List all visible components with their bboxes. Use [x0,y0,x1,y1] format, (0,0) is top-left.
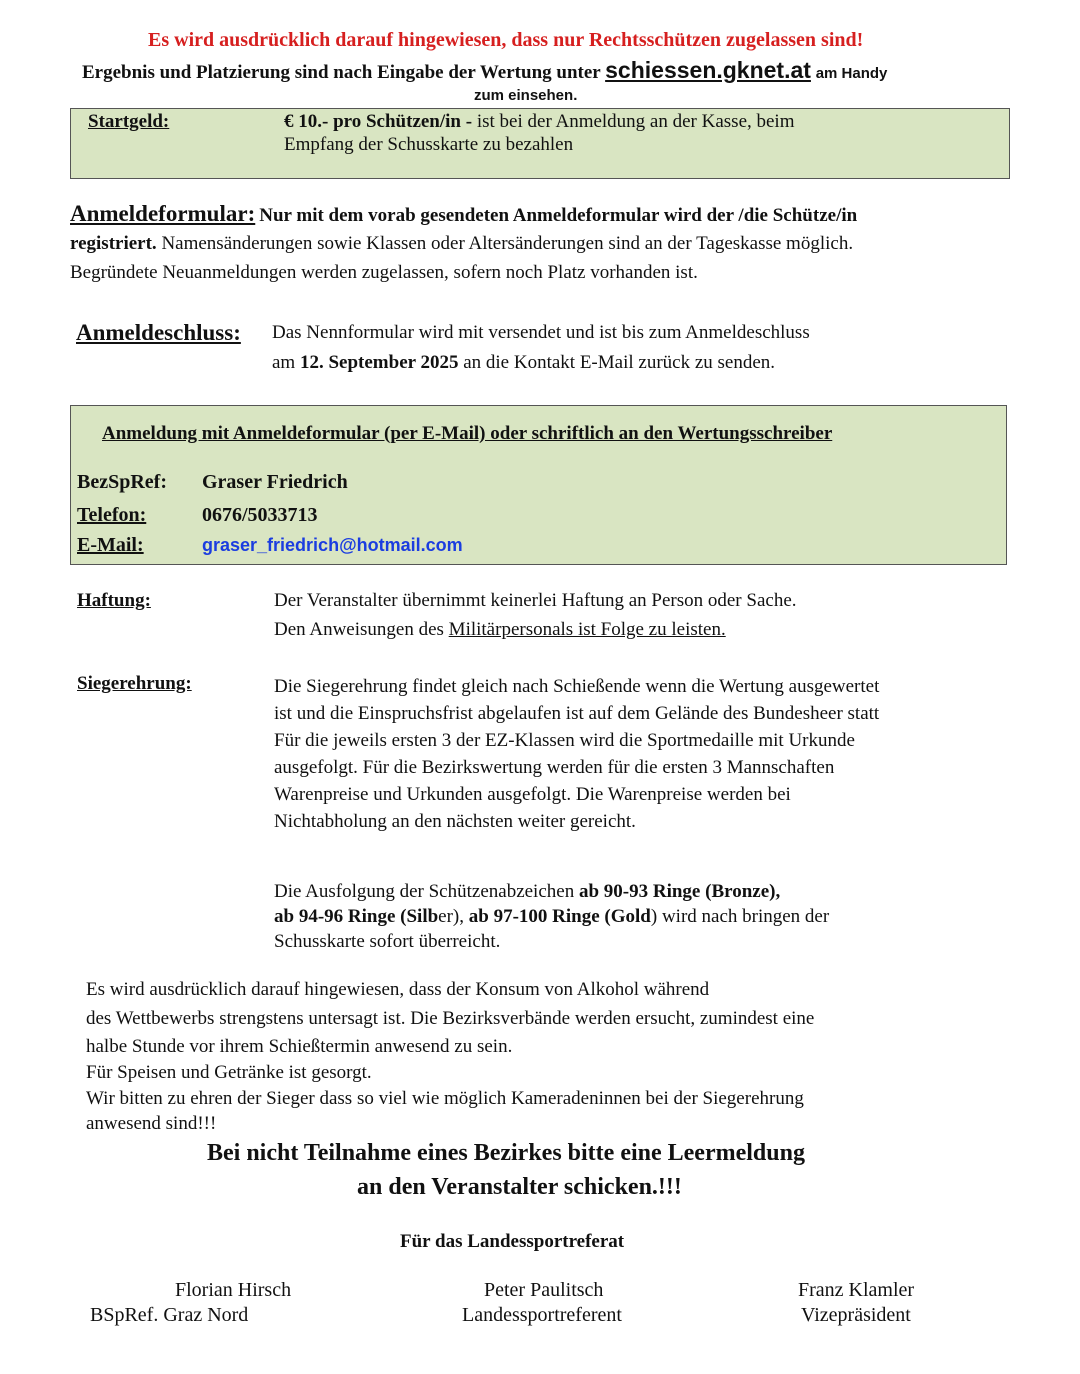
startgeld-text-2: Empfang der Schusskarte zu bezahlen [284,134,574,155]
anmeldeformular-line-1 [70,201,857,227]
siegerehrung-text [274,673,879,835]
results-info [82,57,887,84]
abzeichen-text-1: Die Ausfolgung der Schützenabzeichen [274,881,575,902]
anmeldeschluss-label: Anmeldeschluss: [76,320,241,345]
abzeichen-silber-end: er), [438,906,469,927]
note-line: Wir bitten zu ehren der Sieger dass so viel wie möglich Kameradeninnen bei der Siegerehrung [86,1088,804,1109]
anmeldeformular-registriert: registriert. [70,233,157,254]
abzeichen-line-2 [274,906,829,928]
anmeldeschluss-date: 12. September 2025 [299,352,459,373]
haftung-line-2-underlined: Militärpersonals ist Folge zu leisten. [448,619,726,640]
rechtsschuetzen-warning: Es wird ausdrücklich darauf hingewiesen, dass nur Rechtsschützen zugelassen sind! [148,29,864,51]
contact-heading: Anmeldung mit Anmeldeformular (per E-Mail) oder schriftlich an den Wertungsschreiber [102,423,833,444]
abzeichen-gold: ab 97-100 Ringe (Gold [468,906,651,927]
email-label: E-Mail: [77,534,144,556]
results-info-suffix: am Handy [815,65,888,82]
signer-name: Franz Klamler [798,1279,915,1301]
siegerehrung-line: Nichtabholung an den nächsten weiter gereicht. [274,811,636,832]
note-line: des Wettbewerbs strengstens untersagt ist. Die Bezirksverbände werden ersucht, zumindest eine [86,1008,815,1029]
results-info-line2: zum einsehen. [474,87,578,104]
note-line: halbe Stunde vor ihrem Schießtermin anwesend zu sein. [86,1036,513,1057]
haftung-label: Haftung: [77,590,151,611]
footer-for-label: Für das Landessportreferat [400,1231,625,1252]
startgeld-label: Startgeld: [88,111,170,132]
phone-value: 0676/5033713 [202,504,318,526]
startgeld-amount: € 10.- pro Schützen/in - [284,111,473,132]
note-line: Es wird ausdrücklich darauf hingewiesen, dass der Konsum von Alkohol während [86,979,710,1000]
anmeldeschluss-text-1: Das Nennformular wird mit versendet und ist bis zum Anmeldeschluss [272,322,810,343]
haftung-line-2 [274,619,726,641]
siegerehrung-label: Siegerehrung: [77,673,192,694]
siegerehrung-line: ausgefolgt. Für die Bezirkswertung werden für die ersten 3 Mannschaften [274,757,835,778]
startgeld-text-1: ist bei der Anmeldung an der Kasse, beim [476,111,795,132]
signer-role: Vizepräsident [801,1304,911,1326]
note-line: Für Speisen und Getränke ist gesorgt. [86,1062,372,1083]
anmeldeschluss-line-2 [272,352,775,374]
abzeichen-line-3: Schusskarte sofort überreicht. [274,931,501,952]
results-info-text: Ergebnis und Platzierung sind nach Eingabe der Wertung unter [82,62,601,83]
abzeichen-line-1 [274,881,780,903]
siegerehrung-line: Die Siegerehrung findet gleich nach Schießende wenn die Wertung ausgewertet [274,676,880,697]
siegerehrung-line: Warenpreise und Urkunden ausgefolgt. Die Warenpreise werden bei [274,784,791,805]
ref-label: BezSpRef: [77,471,167,493]
siegerehrung-line: Für die jeweils ersten 3 der EZ-Klassen wird die Sportmedaille mit Urkunde [274,730,855,751]
abzeichen-text-2: ) wird nach bringen der [650,906,830,927]
abzeichen-bronze: ab 90-93 Ringe (Bronze), [578,881,781,902]
signer-name: Florian Hirsch [175,1279,292,1301]
abzeichen-silber: ab 94-96 Ringe (Silb [274,906,439,927]
anmeldeschluss-text-2: an die Kontakt E-Mail zurück zu senden. [463,352,776,373]
haftung-line-2-text: Den Anweisungen des [274,619,444,640]
results-link[interactable]: schiessen.gknet.at [605,57,811,83]
anmeldeformular-text-2: Namensänderungen sowie Klassen oder Altersänderungen sind an der Tageskasse möglich. [161,233,854,254]
leermeldung-line-2: an den Veranstalter schicken.!!! [357,1174,682,1200]
anmeldeformular-label: Anmeldeformular: [70,201,256,226]
anmeldeschluss-am: am [272,352,296,373]
phone-label: Telefon: [77,504,147,526]
ref-value: Graser Friedrich [202,471,348,493]
signer-role: BSpRef. Graz Nord [90,1304,249,1326]
anmeldeformular-line-2 [70,233,853,255]
startgeld-text [284,111,795,133]
email-link[interactable]: graser_friedrich@hotmail.com [202,535,463,555]
anmeldeformular-line-3: Begründete Neuanmeldungen werden zugelassen, sofern noch Platz vorhanden ist. [70,262,698,283]
siegerehrung-line: ist und die Einspruchsfrist abgelaufen ist auf dem Gelände des Bundesheer statt [274,703,880,724]
haftung-line-1: Der Veranstalter übernimmt keinerlei Haftung an Person oder Sache. [274,590,797,611]
note-line: anwesend sind!!! [86,1113,217,1134]
signer-role: Landessportreferent [462,1304,622,1326]
anmeldeformular-bold: Nur mit dem vorab gesendeten Anmeldeformular wird der /die Schütze/in [259,205,858,226]
leermeldung-line-1: Bei nicht Teilnahme eines Bezirkes bitte eine Leermeldung [207,1140,805,1166]
signer-name: Peter Paulitsch [484,1279,604,1301]
